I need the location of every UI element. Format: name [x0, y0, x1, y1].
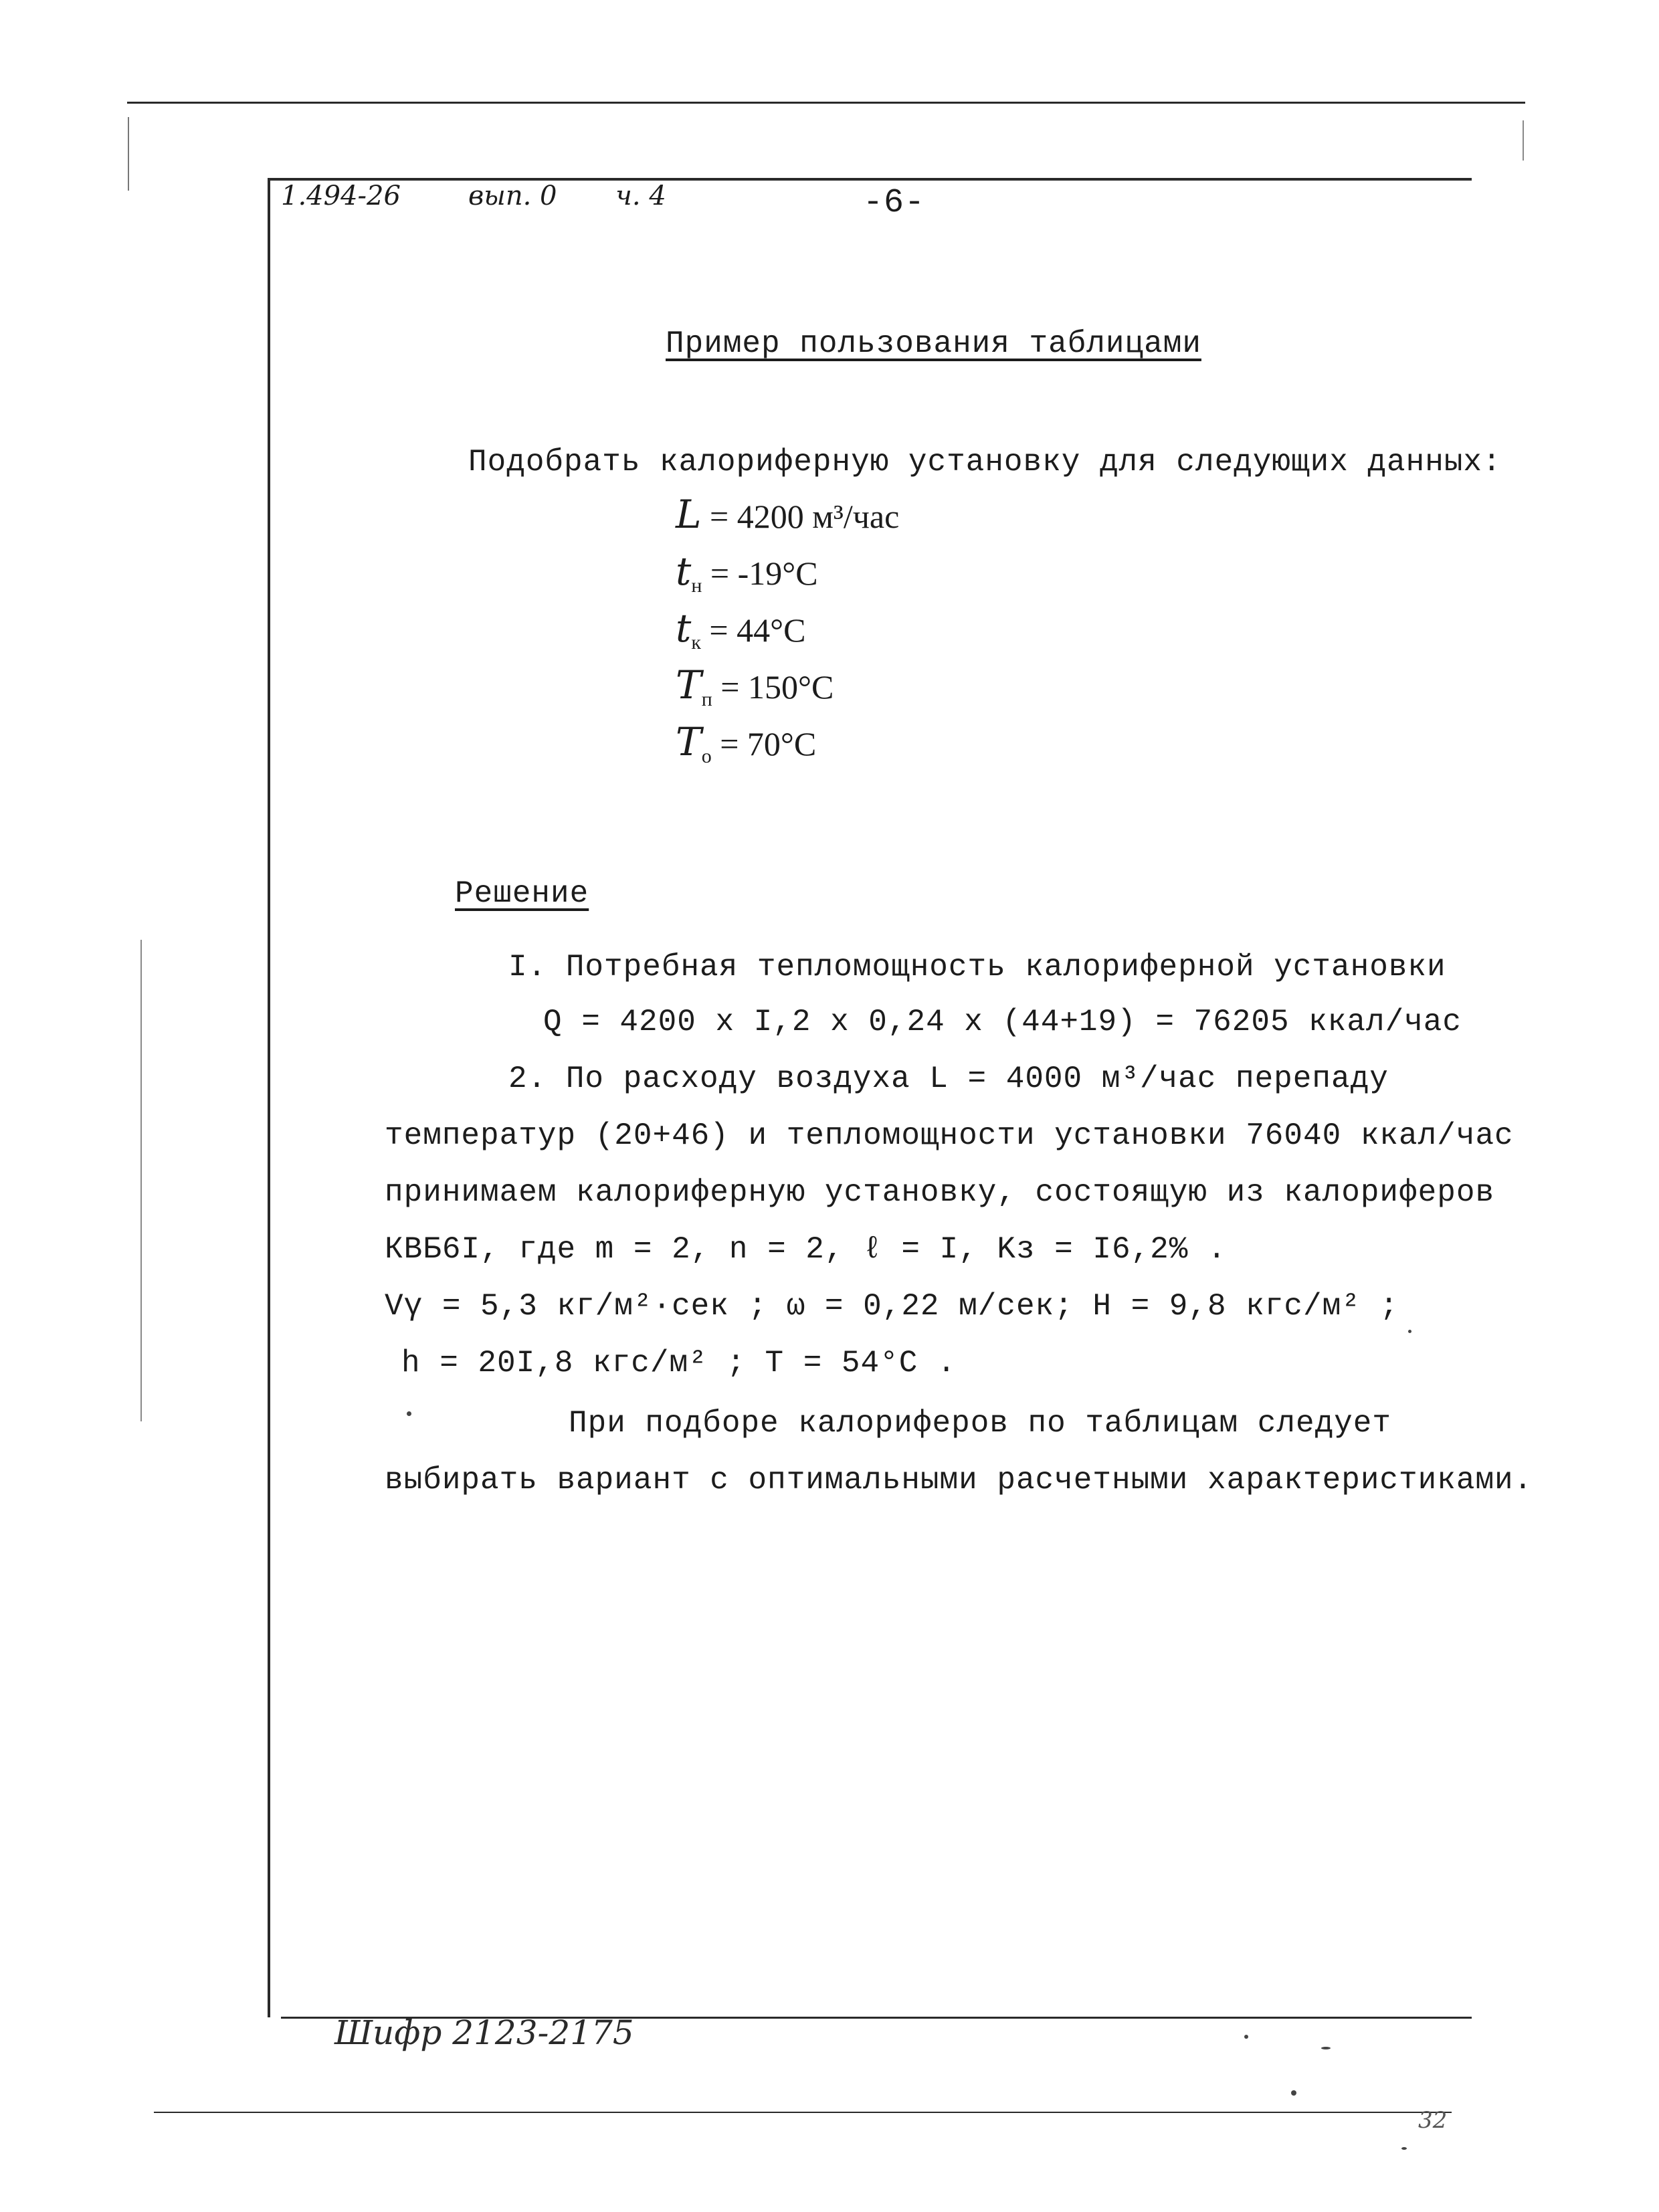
param-value: = 44°С [709, 611, 806, 649]
page-title: Пример пользования таблицами [666, 326, 1201, 361]
note-line1: При подборе калориферов по таблицам следует [569, 1406, 1391, 1441]
step1-formula: Q = 4200 x I,2 x 0,24 x (44+19) = 76205 ккал/час [543, 1005, 1462, 1039]
step2-line5: Vγ = 5,3 кг/м²·сек ; ω = 0,22 м/сек; H = 9,8 кгс/м² ; [385, 1289, 1399, 1324]
task-intro: Подобрать калориферную установку для следующих данных: [468, 445, 1502, 480]
scan-speck [1291, 2090, 1296, 2096]
page-number: -6- [863, 184, 926, 222]
margin-mark-left-mid [140, 940, 142, 1421]
doc-number: 1.494-26 [281, 181, 401, 211]
part-number: ч. 4 [615, 181, 666, 211]
issue-number: вып. 0 [468, 181, 557, 211]
param-subscript: н [691, 575, 702, 597]
param-row [676, 662, 834, 711]
param-symbol: T [676, 662, 702, 708]
scan-speck [1408, 1330, 1411, 1333]
cipher-stamp: Шифр 2123-2175 [334, 2013, 634, 2052]
param-symbol: T [676, 719, 702, 765]
param-value: = -19°С [710, 555, 818, 592]
scan-speck [407, 1411, 411, 1416]
scan-speck [1244, 2035, 1248, 2039]
param-value: = 4200 м³/час [710, 498, 900, 535]
step2-line6: h = 20I,8 кгс/м² ; T = 54°С . [401, 1346, 957, 1381]
param-subscript: о [701, 745, 712, 767]
step2-line1: 2. По расходу воздуха L = 4000 м³/час перепаду [508, 1062, 1389, 1096]
sheet-number: 32 [1418, 2107, 1448, 2134]
note-line2: выбирать вариант с оптимальными расчетными характеристиками. [385, 1463, 1533, 1498]
param-value: = 150°С [720, 668, 834, 706]
param-symbol: t [676, 605, 692, 651]
param-symbol: L [676, 492, 702, 537]
param-row [676, 492, 899, 540]
step2-line4: КВБ6I, где m = 2, n = 2, ℓ = I, Kз = I6,2% . [385, 1232, 1227, 1267]
solution-heading: Решение [455, 876, 589, 911]
param-subscript: п [701, 688, 712, 710]
param-symbol: t [676, 548, 692, 594]
inner-left-rule [268, 178, 270, 2017]
param-value: = 70°С [720, 725, 817, 763]
inner-top-rule [268, 178, 1472, 181]
outer-top-rule [127, 102, 1525, 104]
step2-line3: принимаем калориферную установку, состоящую из калориферов [385, 1175, 1495, 1210]
param-subscript: к [691, 631, 701, 653]
scan-speck [1321, 2047, 1331, 2049]
margin-mark-left-top [128, 117, 129, 191]
step2-line2: температур (20+46) и тепломощности установки 76040 ккал/час [385, 1118, 1514, 1153]
param-row [676, 548, 818, 597]
param-row [676, 605, 805, 654]
outer-bottom-rule [154, 2112, 1452, 2113]
margin-mark-right [1523, 120, 1524, 161]
param-row [676, 719, 816, 768]
step1-text: I. Потребная тепломощность калориферной установки [508, 950, 1446, 985]
scan-speck [1401, 2147, 1407, 2150]
